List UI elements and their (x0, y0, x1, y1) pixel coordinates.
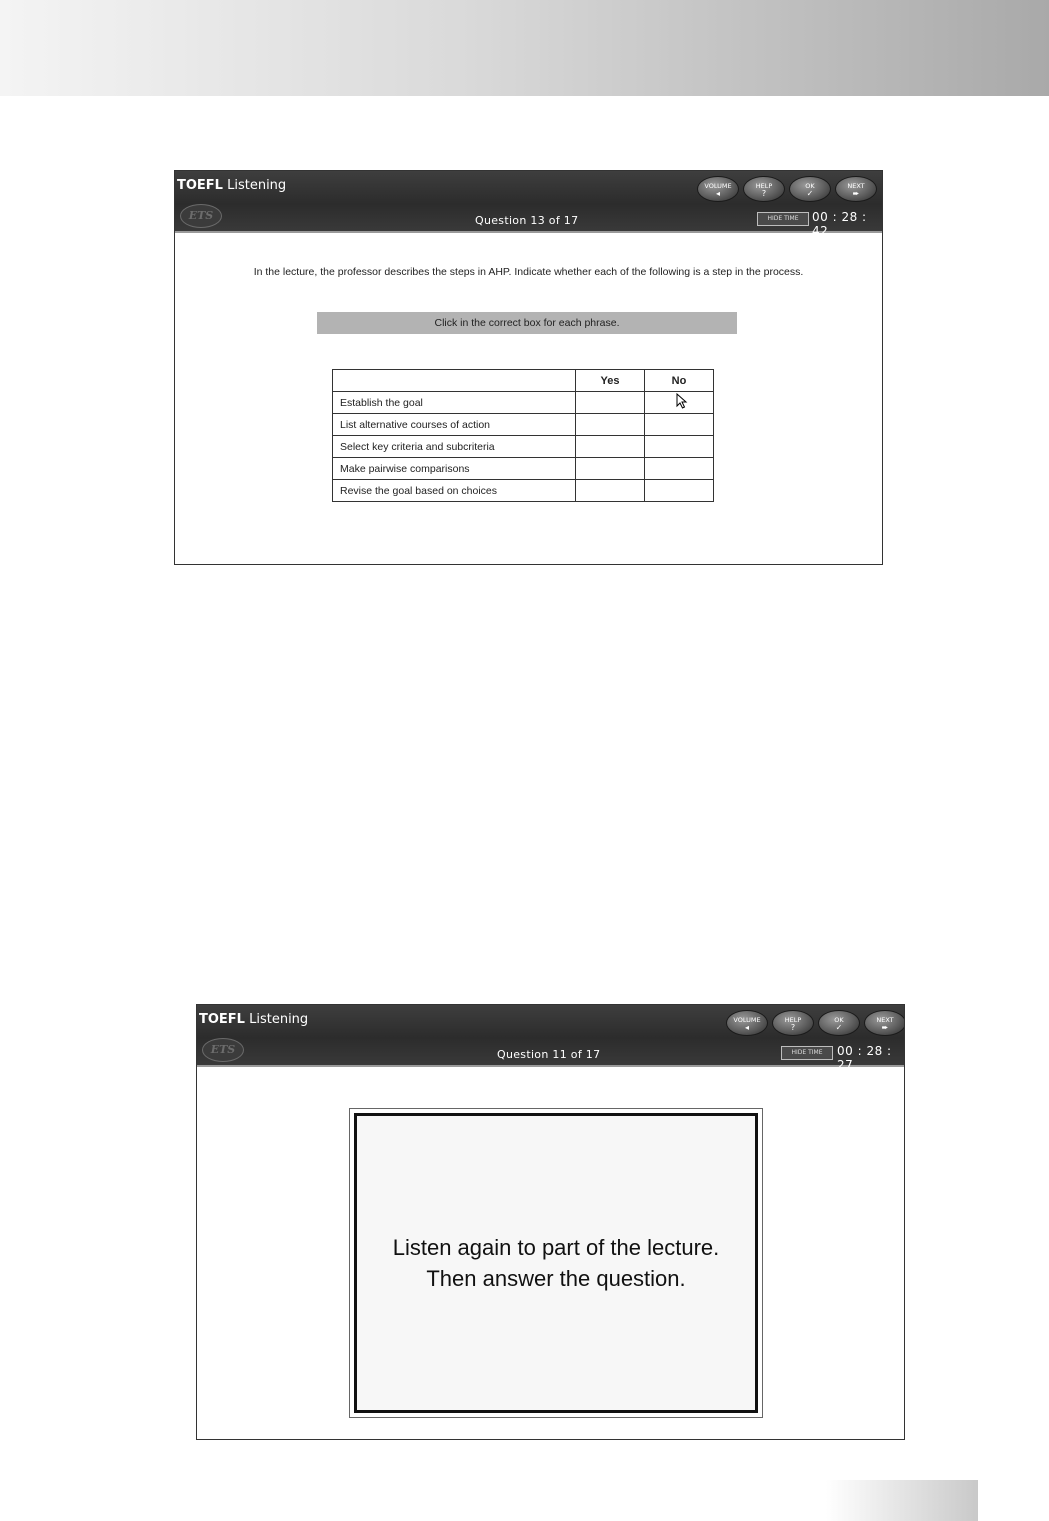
page-header-banner (0, 0, 1049, 96)
timer: 00 : 28 : 42 (812, 210, 867, 238)
question-counter: Question 13 of 17 (475, 214, 579, 227)
phrase-cell: Revise the goal based on choices (333, 480, 576, 502)
toolbar (722, 1010, 904, 1038)
yes-checkbox-cell[interactable] (576, 414, 645, 436)
answer-grid (332, 369, 714, 502)
volume-button[interactable] (697, 176, 739, 202)
ets-logo: ETS (202, 1038, 244, 1062)
table-row (333, 480, 714, 502)
next-button-label: NEXT (847, 182, 865, 190)
hide-time-button[interactable]: HIDE TIME (781, 1046, 833, 1060)
app-title-brand: TOEFL (177, 178, 223, 193)
titlebar (197, 1005, 904, 1072)
toefl-screen-question-13 (174, 170, 883, 565)
table-row (333, 436, 714, 458)
yes-checkbox-cell[interactable] (576, 392, 645, 414)
toefl-screen-question-11 (196, 1004, 905, 1440)
header-phrase (333, 370, 576, 392)
mouse-cursor-icon (676, 393, 688, 409)
ok-button[interactable] (789, 176, 831, 202)
yes-checkbox-cell[interactable] (576, 458, 645, 480)
question-counter: Question 11 of 17 (497, 1048, 601, 1061)
phrase-cell: Establish the goal (333, 392, 576, 414)
page-corner-tab (826, 1480, 978, 1521)
ets-logo: ETS (180, 204, 222, 228)
question-mark-icon: ? (790, 1023, 796, 1032)
table-row (333, 458, 714, 480)
help-button-label: HELP (784, 1016, 802, 1024)
hide-time-button[interactable]: HIDE TIME (757, 212, 809, 226)
help-button[interactable] (743, 176, 785, 202)
table-row (333, 392, 714, 414)
timer: 00 : 28 : 27 (837, 1044, 892, 1072)
no-checkbox-cell[interactable] (645, 414, 714, 436)
question-mark-icon: ? (761, 189, 767, 198)
phrase-cell: Make pairwise comparisons (333, 458, 576, 480)
no-checkbox-cell[interactable] (645, 436, 714, 458)
checkmark-icon: ✓ (806, 189, 814, 198)
no-checkbox-cell[interactable] (645, 480, 714, 502)
header-no: No (645, 370, 714, 392)
volume-button[interactable] (726, 1010, 768, 1036)
phrase-cell: List alternative courses of action (333, 414, 576, 436)
next-button-label: NEXT (876, 1016, 894, 1024)
ok-button[interactable] (818, 1010, 860, 1036)
phrase-cell: Select key criteria and subcriteria (333, 436, 576, 458)
next-button[interactable] (835, 176, 877, 202)
volume-button-label: VOLUME (704, 182, 732, 190)
answer-grid-header (333, 370, 714, 392)
app-title-brand: TOEFL (199, 1012, 245, 1027)
checkmark-icon: ✓ (835, 1023, 843, 1032)
message-panel (354, 1113, 758, 1413)
app-title (199, 1012, 308, 1027)
next-button[interactable] (864, 1010, 905, 1036)
speaker-icon: ◂ (715, 189, 720, 198)
message-line-1: Listen again to part of the lecture. (392, 1235, 720, 1260)
app-title-section: Listening (249, 1012, 309, 1027)
no-checkbox-cell[interactable] (645, 458, 714, 480)
ok-button-label: OK (834, 1016, 844, 1024)
question-prompt: In the lecture, the professor describes the steps in AHP. Indicate whether each of the following is a step in the process. (253, 266, 804, 278)
instruction-bar: Click in the correct box for each phrase. (317, 312, 737, 334)
arrow-right-icon: ➨ (881, 1023, 889, 1032)
app-title-section: Listening (227, 178, 287, 193)
message-line-2: Then answer the question. (426, 1266, 686, 1291)
help-button[interactable] (772, 1010, 814, 1036)
volume-button-label: VOLUME (733, 1016, 761, 1024)
arrow-right-icon: ➨ (852, 189, 860, 198)
header-yes: Yes (576, 370, 645, 392)
ok-button-label: OK (805, 182, 815, 190)
yes-checkbox-cell[interactable] (576, 436, 645, 458)
speaker-icon: ◂ (744, 1023, 749, 1032)
help-button-label: HELP (755, 182, 773, 190)
table-row (333, 414, 714, 436)
titlebar (175, 171, 882, 238)
app-title (177, 178, 286, 193)
toolbar (697, 176, 879, 204)
message-box (349, 1108, 763, 1418)
yes-checkbox-cell[interactable] (576, 480, 645, 502)
